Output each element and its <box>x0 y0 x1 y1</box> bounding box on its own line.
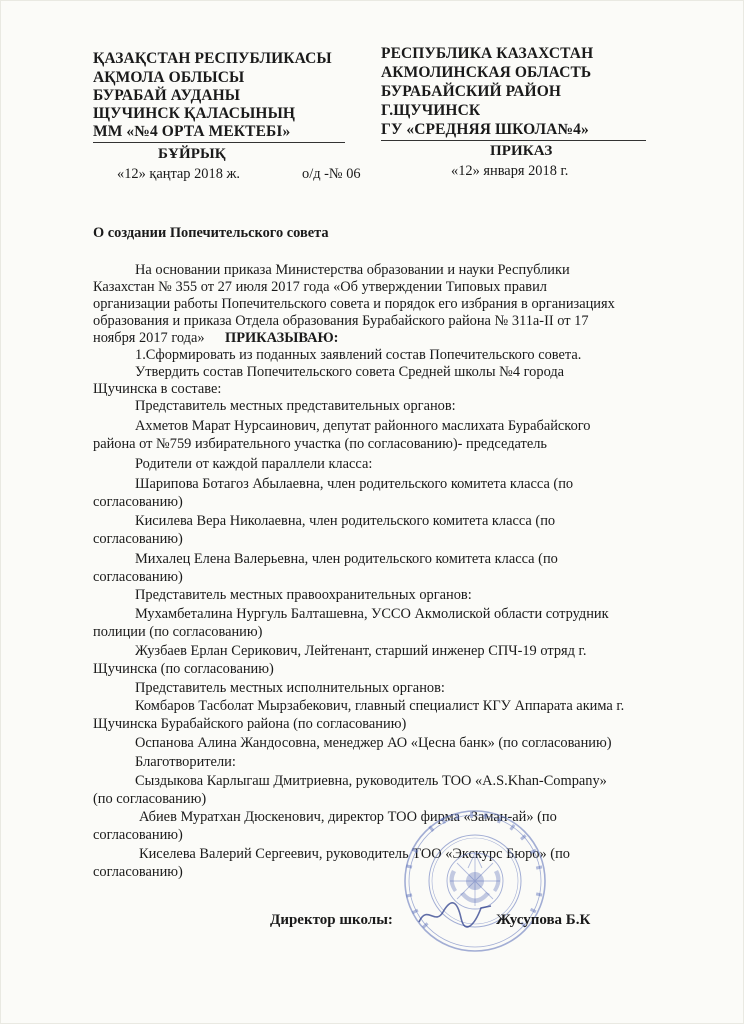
header-right-rule <box>381 140 646 141</box>
body-line: Представитель местных представительных органов: <box>135 398 456 414</box>
body-line: полиции (по согласованию) <box>93 624 263 640</box>
body-line: Шарипова Ботагоз Абылаевна, член родительского комитета класса (по <box>135 476 574 492</box>
body-line: (по согласованию) <box>93 791 207 807</box>
body-line: согласованию) <box>93 531 183 547</box>
header-right-line-4: Г.ЩУЧИНСК <box>381 102 481 119</box>
header-left-line-4: ЩУЧИНСК ҚАЛАСЫНЫҢ <box>93 105 296 122</box>
header-right-line-3: БУРАБАЙСКИЙ РАЙОН <box>381 83 562 100</box>
body-line: согласованию) <box>93 827 183 843</box>
body-line: организации работы Попечительского совета и порядок его избрания в организациях <box>93 296 615 312</box>
body-line: Казахстан № 355 от 27 июля 2017 года «Об утверждении Типовых правил <box>93 279 547 295</box>
order-command: ПРИКАЗЫВАЮ: <box>225 330 339 346</box>
body-line: Комбаров Тасболат Мырзабекович, главный специалист КГУ Аппарата акима г. <box>135 698 625 714</box>
body-line: Михалец Елена Валерьевна, член родительского комитета класса (по <box>135 551 558 567</box>
body-line: согласованию) <box>93 494 183 510</box>
body-line: Мухамбеталина Нургуль Балташевна, УССО Акмолиской области сотрудник <box>135 606 609 622</box>
order-subject: О создании Попечительского совета <box>93 225 329 241</box>
header-left-line-1: ҚАЗАҚСТАН РЕСПУБЛИКАСЫ <box>93 50 332 67</box>
order-date-kz: «12» қаңтар 2018 ж. <box>117 166 241 182</box>
order-title-ru: ПРИКАЗ <box>490 143 553 159</box>
signature-role: Директор школы: <box>270 912 393 928</box>
body-line: Киселева Валерий Сергеевич, руководитель ТОО «Экскурс Бюро» (по <box>139 846 570 862</box>
body-line: Щучинска (по согласованию) <box>93 661 274 677</box>
body-line: Благотворители: <box>135 754 236 770</box>
body-line: образования и приказа Отдела образования Бурабайского района № 311а-II от 17 <box>93 313 589 329</box>
header-right-line-5: ГУ «СРЕДНЯЯ ШКОЛА№4» <box>381 121 589 138</box>
handwritten-signature <box>415 896 495 932</box>
signature-name: Жусупова Б.К <box>496 912 591 928</box>
body-line: Абиев Муратхан Дюскенович, директор ТОО фирма «Заман-ай» (по <box>139 809 557 825</box>
body-line: района от №759 избирательного участка (по согласованию)- председатель <box>93 436 547 452</box>
body-line: согласованию) <box>93 569 183 585</box>
body-line: На основании приказа Министерства образовании и науки Республики <box>135 262 570 278</box>
header-right-line-1: РЕСПУБЛИКА КАЗАХСТАН <box>381 45 594 62</box>
header-left-rule <box>93 142 345 143</box>
body-line: Родители от каждой параллели класса: <box>135 456 373 472</box>
body-line: согласованию) <box>93 864 183 880</box>
body-line: Щучинска Бурабайского района (по согласованию) <box>93 716 407 732</box>
body-line: Ахметов Марат Нурсаинович, депутат районного маслихата Бурабайского <box>135 418 591 434</box>
header-right-line-2: АКМОЛИНСКАЯ ОБЛАСТЬ <box>381 64 592 81</box>
header-left-line-5: ММ «№4 ОРТА МЕКТЕБІ» <box>93 123 291 140</box>
order-date-ru: «12» января 2018 г. <box>451 163 569 179</box>
body-line: Щучинска в составе: <box>93 381 222 397</box>
school-seal-stamp <box>402 808 548 954</box>
header-left-line-3: БУРАБАЙ АУДАНЫ <box>93 87 241 104</box>
body-line: 1.Сформировать из поданных заявлений состав Попечительского совета. <box>135 347 582 363</box>
order-title-kz: БҰЙРЫҚ <box>158 146 226 162</box>
body-line: Жузбаев Ерлан Серикович, Лейтенант, старший инженер СПЧ-19 отряд г. <box>135 643 587 659</box>
order-number: о/д -№ 06 <box>302 166 361 182</box>
body-line: Представитель местных правоохранительных органов: <box>135 587 472 603</box>
body-line: Представитель местных исполнительных органов: <box>135 680 445 696</box>
body-line: ноября 2017 года» <box>93 330 205 346</box>
body-line: Оспанова Алина Жандосовна, менеджер АО «Цесна банк» (по согласованию) <box>135 735 612 751</box>
body-line: Утвердить состав Попечительского совета Средней школы №4 города <box>135 364 565 380</box>
body-line: Кисилева Вера Николаевна, член родительского комитета класса (по <box>135 513 556 529</box>
body-line: Сыздыкова Карлыгаш Дмитриевна, руководитель ТОО «A.S.Khan-Company» <box>135 773 607 789</box>
header-left-line-2: АҚМОЛА ОБЛЫСЫ <box>93 69 245 86</box>
